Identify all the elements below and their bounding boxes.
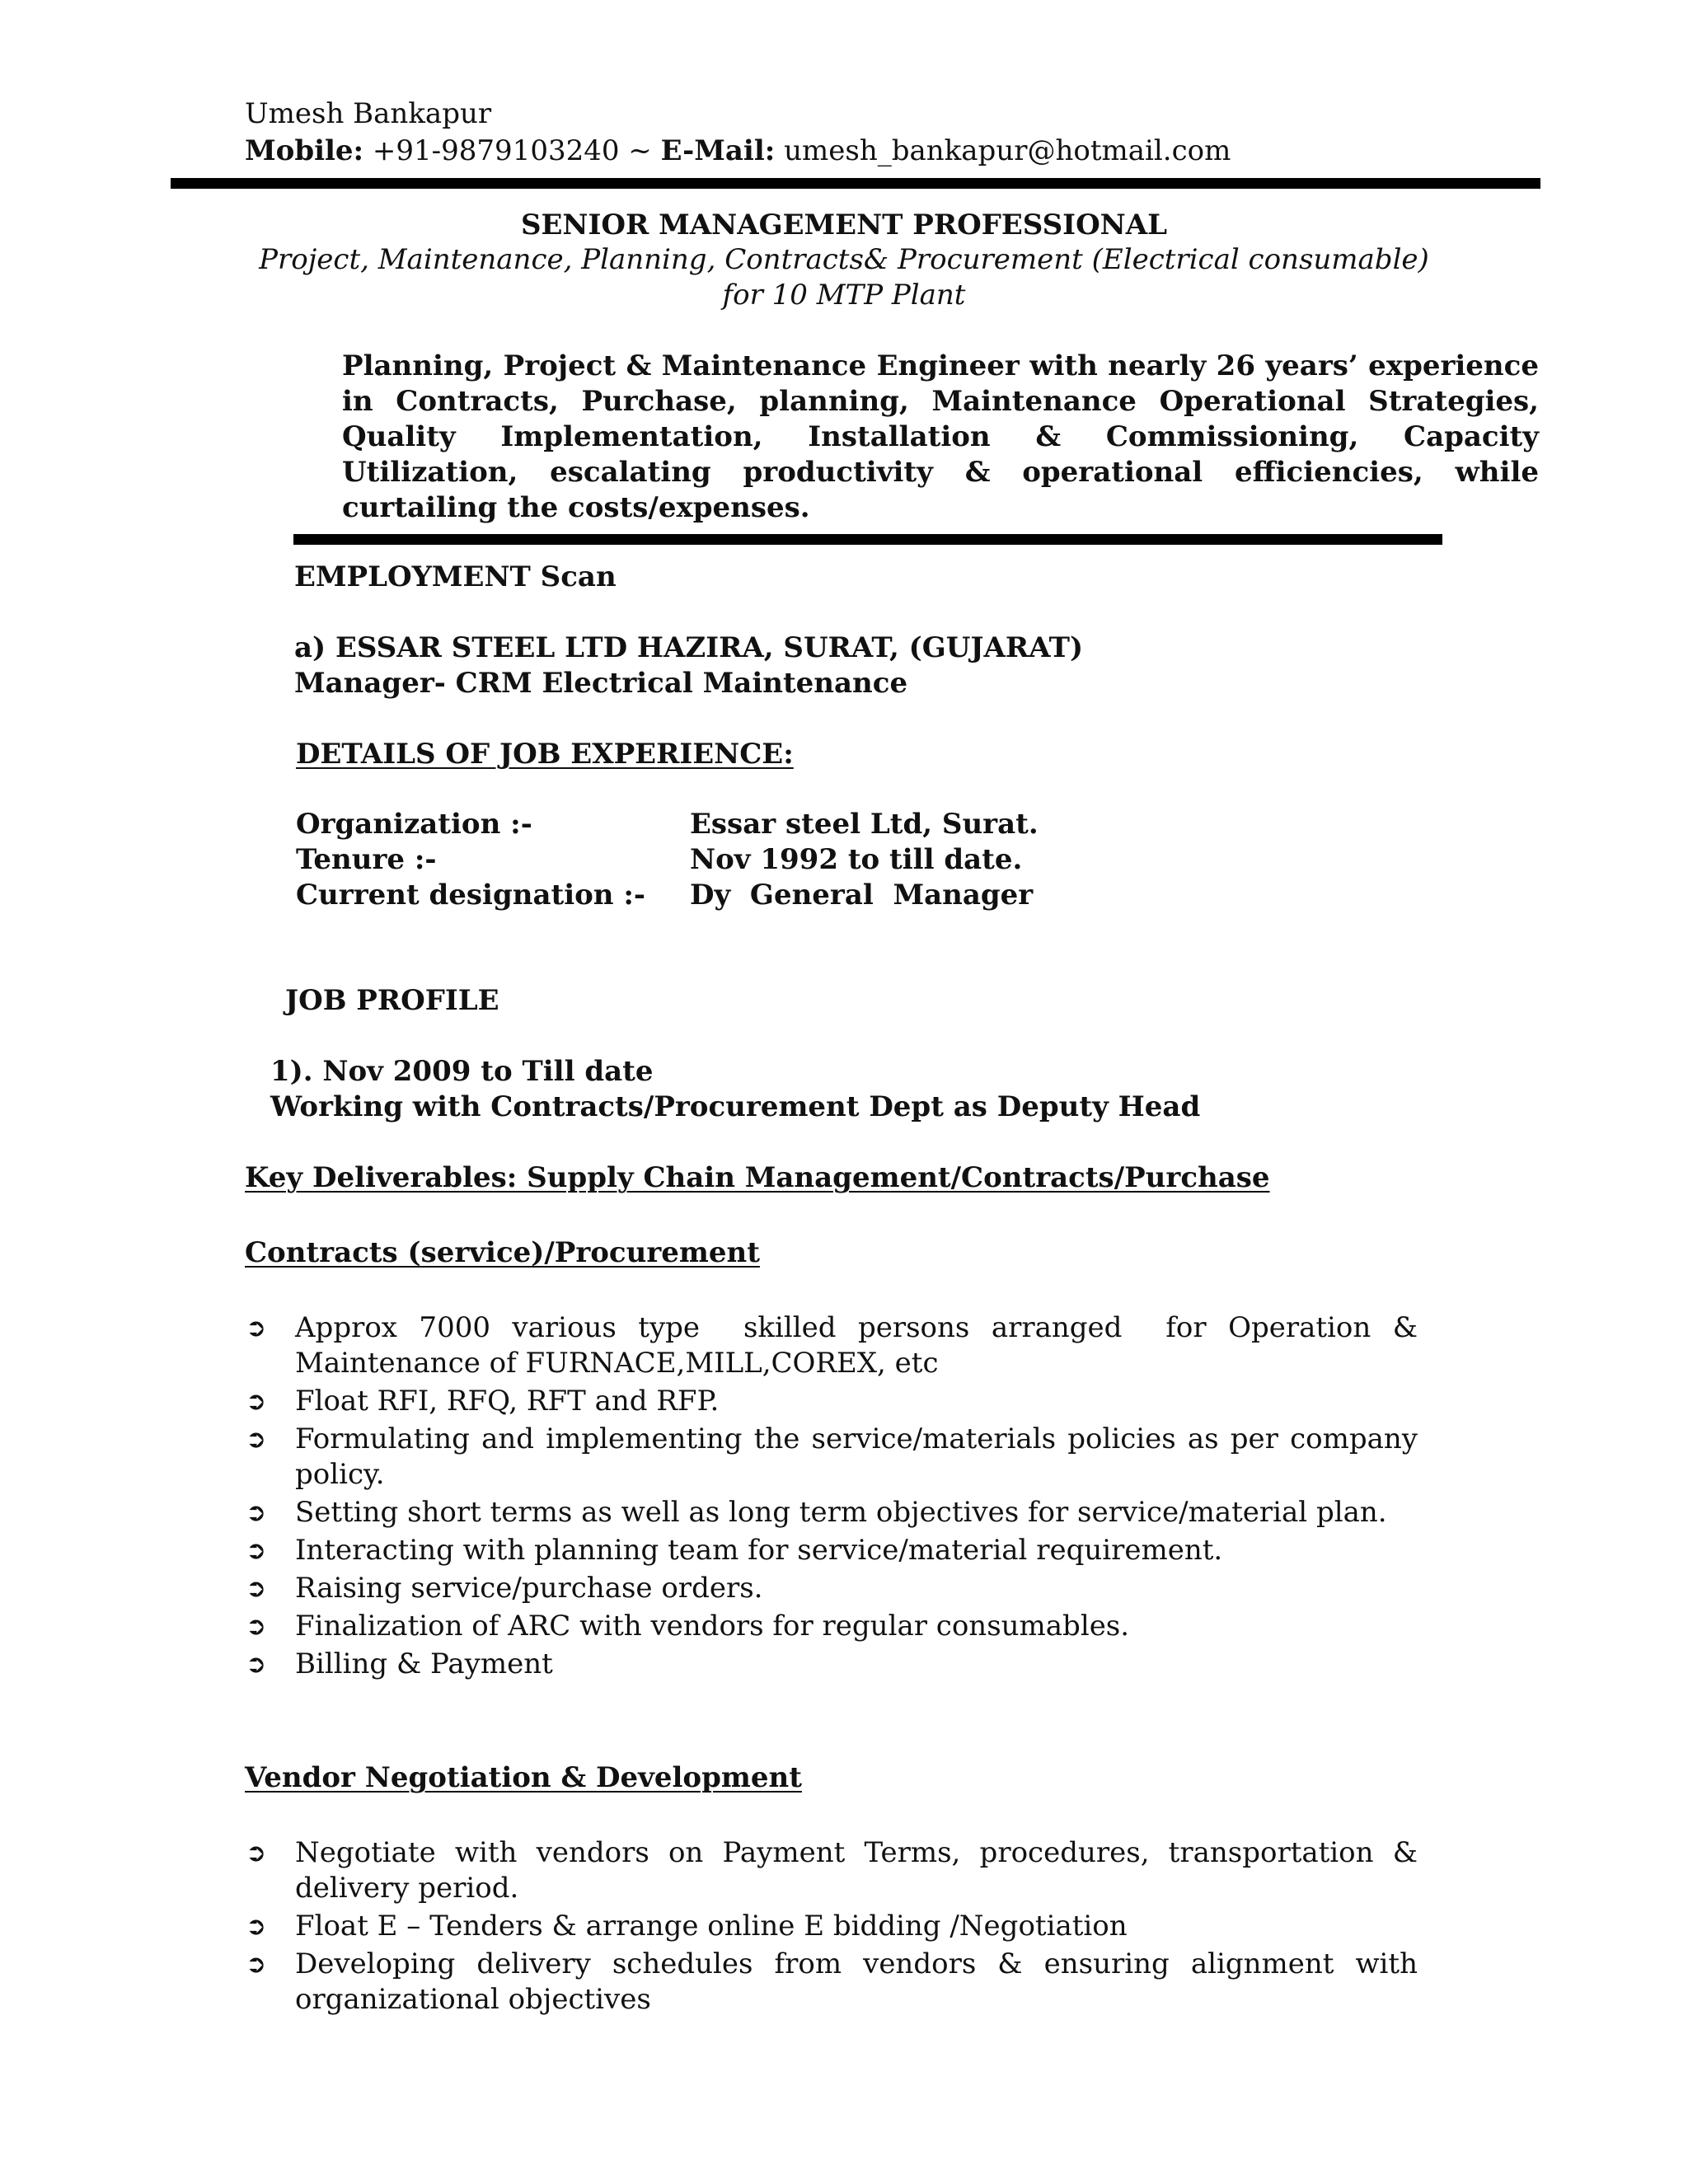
arrow-bullet-icon: ➲: [246, 1314, 267, 1343]
contracts-list: [246, 1310, 1427, 1685]
list-item-text: Float E – Tenders & arrange online E bidding /Negotiation: [295, 1910, 1128, 1943]
job-role: Working with Contracts/Procurement Dept as Deputy Head: [270, 1090, 1201, 1123]
candidate-name: Umesh Bankapur: [245, 97, 492, 130]
contact-line: [245, 134, 1231, 167]
detail-label-organization: Organization :-: [296, 808, 532, 841]
list-item: [246, 1422, 1418, 1493]
list-item: [246, 1947, 1418, 2018]
vendor-list: [246, 1835, 1418, 2020]
vendor-heading: Vendor Negotiation & Development: [245, 1761, 802, 1794]
list-item-text: Negotiate with vendors on Payment Terms, procedures, transportation & delivery period.: [295, 1836, 1418, 1905]
contact-separator: ~: [628, 134, 652, 167]
detail-value-organization: Essar steel Ltd, Surat.: [690, 808, 1039, 841]
employment-role: Manager- CRM Electrical Maintenance: [294, 667, 908, 700]
arrow-bullet-icon: ➲: [246, 1536, 267, 1565]
subtitle-line-2: for 10 MTP Plant: [722, 279, 966, 312]
arrow-bullet-icon: ➲: [246, 1612, 267, 1641]
arrow-bullet-icon: ➲: [246, 1425, 267, 1454]
list-item: [246, 1909, 1418, 1944]
list-item: [246, 1835, 1418, 1906]
arrow-bullet-icon: ➲: [246, 1950, 267, 1979]
detail-label-designation: Current designation :-: [296, 879, 646, 912]
mobile-number: +91-9879103240: [372, 134, 620, 167]
arrow-bullet-icon: ➲: [246, 1650, 267, 1679]
list-item: [246, 1609, 1418, 1644]
key-deliverables-heading: Key Deliverables: Supply Chain Management/Contracts/Purchase: [245, 1161, 1270, 1194]
list-item-text: Developing delivery schedules from vendors & ensuring alignment with organizational objectives: [295, 1947, 1418, 2016]
profile-summary: Planning, Project & Maintenance Engineer with nearly 26 years’ experience in Contracts, Purchase, planning, Maintenance Operational Strategies, Quality Implementation, Installation & Commissioning, Capacity Utilization, escalating productivity & operational efficiencies, while curtailing the costs/expenses.: [342, 349, 1539, 524]
detail-value-tenure: Nov 1992 to till date.: [690, 843, 1023, 876]
detail-label-tenure: Tenure :-: [296, 843, 437, 876]
list-item-text: Billing & Payment: [295, 1647, 553, 1680]
list-item-text: Approx 7000 various type skilled persons arranged for Operation & Maintenance of FURNACE,MILL,COREX, etc: [295, 1311, 1427, 1380]
employment-heading: EMPLOYMENT Scan: [294, 560, 617, 593]
arrow-bullet-icon: ➲: [246, 1387, 267, 1416]
header-rule: [171, 178, 1540, 189]
list-item-text: Float RFI, RFQ, RFT and RFP.: [295, 1385, 720, 1418]
list-item-text: Finalization of ARC with vendors for regular consumables.: [295, 1610, 1130, 1643]
details-heading: DETAILS OF JOB EXPERIENCE:: [296, 738, 794, 771]
job-period: 1). Nov 2009 to Till date: [270, 1055, 654, 1088]
mobile-label: Mobile:: [245, 134, 364, 167]
list-item: [246, 1647, 1418, 1682]
list-item-text: Raising service/purchase orders.: [295, 1572, 763, 1605]
subtitle-line-1: Project, Maintenance, Planning, Contracts& Procurement (Electrical consumable): [259, 243, 1429, 276]
list-item-text: Formulating and implementing the service/materials policies as per company policy.: [295, 1422, 1418, 1491]
arrow-bullet-icon: ➲: [246, 1839, 267, 1868]
list-item-text: Interacting with planning team for service/material requirement.: [295, 1534, 1223, 1567]
email-address: umesh_bankapur@hotmail.com: [784, 134, 1231, 167]
arrow-bullet-icon: ➲: [246, 1498, 267, 1527]
email-label: E-Mail:: [660, 134, 776, 167]
arrow-bullet-icon: ➲: [246, 1574, 267, 1603]
list-item: [246, 1495, 1418, 1530]
arrow-bullet-icon: ➲: [246, 1912, 267, 1941]
company-name: a) ESSAR STEEL LTD HAZIRA, SURAT, (GUJARAT): [294, 631, 1084, 664]
list-item: [246, 1310, 1427, 1381]
job-profile-heading: JOB PROFILE: [285, 984, 499, 1017]
page-title: SENIOR MANAGEMENT PROFESSIONAL: [520, 209, 1168, 241]
list-item: [246, 1533, 1418, 1568]
contracts-heading: Contracts (service)/Procurement: [245, 1236, 760, 1269]
list-item: [246, 1571, 1418, 1606]
list-item-text: Setting short terms as well as long term objectives for service/material plan.: [295, 1496, 1387, 1529]
summary-rule: [293, 534, 1442, 545]
detail-value-designation: Dy General Manager: [690, 879, 1034, 912]
list-item: [246, 1384, 1418, 1419]
